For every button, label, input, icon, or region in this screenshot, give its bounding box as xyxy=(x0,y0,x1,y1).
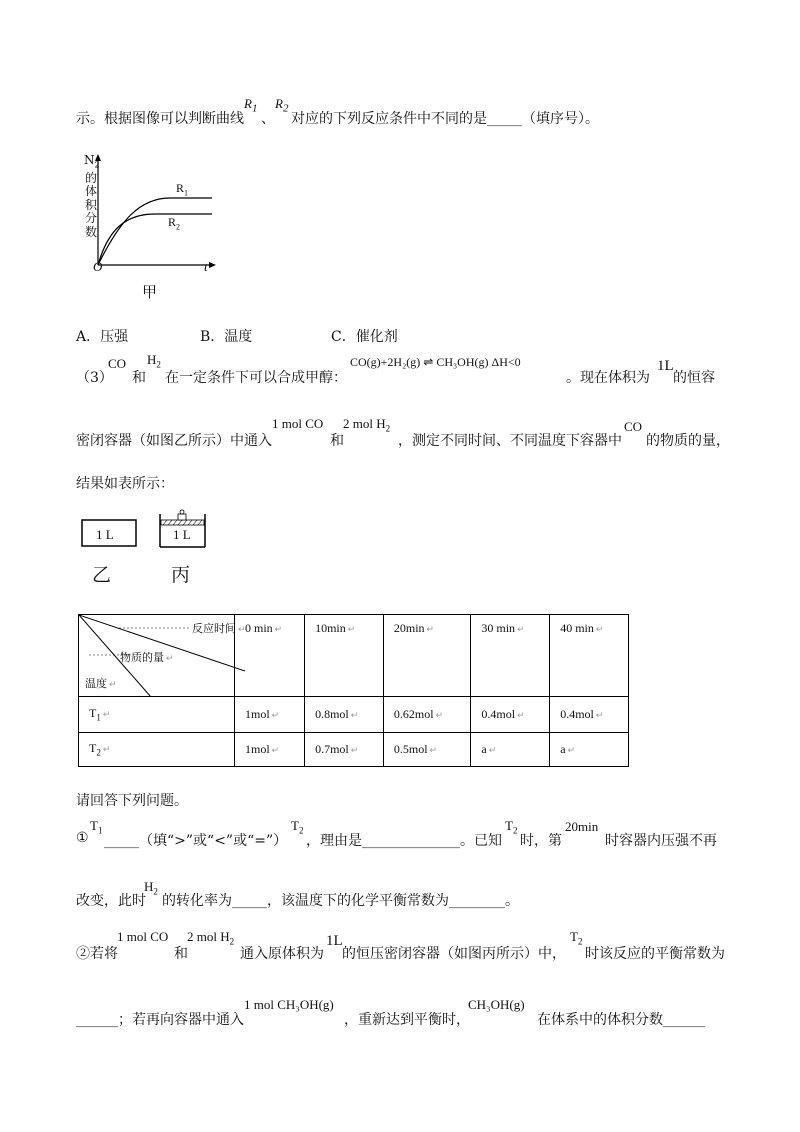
q3b-text1: 密闭容器（如图乙所示）中通入 xyxy=(76,433,272,449)
q3b-amount-h2: 2 mol $H_2$ xyxy=(343,416,391,434)
q3-co: CO xyxy=(108,356,127,371)
diag-amount-label: 物质的量 ↵ xyxy=(120,652,174,664)
option-a: A．压强 xyxy=(76,329,129,345)
p1-text2: ，理由是______________。已知 xyxy=(306,833,502,849)
container-bing-label: 1 L xyxy=(173,527,191,542)
header-cell: 0 min ↵ xyxy=(235,615,305,697)
p2-amount-co: 1 mol CO xyxy=(117,929,169,944)
diagonal-header-cell xyxy=(79,615,246,697)
y-axis-label: $N_2$ 的 体 积 分 数 xyxy=(84,153,100,239)
p2b-text3: 在体系中的体积分数______ xyxy=(537,1012,705,1028)
p2-text2: 的恒压密闭容器（如图丙所示）中， xyxy=(342,946,566,962)
container-bing-caption: 丙 xyxy=(171,564,191,586)
table-cell: 1mol ↵ xyxy=(235,733,305,767)
table-cell: 0.8mol ↵ xyxy=(305,697,384,733)
table-cell: 0.62mol ↵ xyxy=(383,697,471,733)
curve-r1 xyxy=(98,198,212,265)
container-yi-caption: 乙 xyxy=(92,564,112,586)
q3-number: （3） xyxy=(76,370,113,386)
table-cell: a ↵ xyxy=(471,733,550,767)
ask-text: 请回答下列问题。 xyxy=(76,793,188,809)
x-arrow-icon xyxy=(209,262,216,268)
p2-amount-h2: 2 mol $H_2$ xyxy=(187,929,235,947)
p2-and: 和 xyxy=(174,946,188,962)
p2b-species: CH₃OH(g) xyxy=(468,997,525,1012)
r1-symbol: $R_1$ xyxy=(244,96,258,115)
p1-circle: ① xyxy=(76,830,89,846)
p1-t2b: $T_2$ xyxy=(505,818,518,836)
q3-text1: 在一定条件下可以合成甲醇： xyxy=(165,370,347,386)
p1-t2: $T_2$ xyxy=(291,818,304,836)
table-cell: 0.5mol ↵ xyxy=(383,733,471,767)
q3-volume: 1L xyxy=(657,358,674,374)
x-axis-label: t xyxy=(204,259,208,274)
line-1-post: 对应的下列反应条件中不同的是_____（填序号）。 xyxy=(291,111,599,127)
origin-label: O xyxy=(93,259,103,274)
q3-and: 和 xyxy=(132,370,146,386)
line-1-pre: 示。根据图像可以判断曲线 xyxy=(76,111,244,127)
figure-jia-caption: 甲 xyxy=(142,283,158,301)
table-row xyxy=(79,733,629,767)
q3-text2: 。现在体积为 xyxy=(566,370,650,386)
q3-text3: 的恒容 xyxy=(673,370,715,386)
q3b-amount-co: 1 mol CO xyxy=(272,416,324,431)
table-row xyxy=(79,697,629,733)
p1-t1: $T_1$ xyxy=(90,818,103,836)
p1b-text2: 的转化率为_____，该温度下的化学平衡常数为________。 xyxy=(162,893,519,909)
p2-text3: 时该反应的平衡常数为 xyxy=(585,946,725,962)
p1b-text1: 改变，此时 xyxy=(76,893,146,909)
p1-min: 20min xyxy=(565,819,599,834)
diag-time-label: 反应时间 ↵ xyxy=(192,623,246,635)
q3b-and: 和 xyxy=(330,433,344,449)
piston-weight xyxy=(178,514,186,520)
p2b-amount: 1 mol CH₃OH(g) xyxy=(244,997,334,1012)
p1-text3: 时，第 xyxy=(520,833,562,849)
data-table xyxy=(78,614,629,767)
curve-r2 xyxy=(98,214,212,265)
p2b-text2: ，重新达到平衡时， xyxy=(344,1012,470,1028)
p2-t2: $T_2$ xyxy=(570,929,583,947)
option-b: B．温度 xyxy=(200,329,253,345)
table-header-row xyxy=(79,615,629,697)
table-cell: a ↵ xyxy=(550,733,629,767)
p1-text1: _____（填“>”或“<”或“=”） xyxy=(104,833,288,849)
p2-text1: 通入原体积为 xyxy=(240,946,324,962)
table-cell: 0.7mol ↵ xyxy=(305,733,384,767)
container-bing-piston xyxy=(161,520,204,525)
table-cell: 0.4mol ↵ xyxy=(550,697,629,733)
p1-text4: 时容器内压强不再 xyxy=(605,833,717,849)
diag-temp-label: 温度 ↵ xyxy=(85,678,117,690)
r2-symbol: $R_2$ xyxy=(275,96,289,115)
header-cell: 40 min ↵ xyxy=(550,615,629,697)
row-label: $T_1$ ↵ xyxy=(79,697,235,733)
p2-volume: 1L xyxy=(326,933,343,949)
p2b-text1: ______；若再向容器中通入 xyxy=(76,1012,244,1028)
p2-circle: ②若将 xyxy=(76,946,118,962)
figure-jia xyxy=(80,150,230,300)
header-cell: 20min ↵ xyxy=(383,615,471,697)
line-1-sep: 、 xyxy=(261,111,275,127)
header-cell: 30 min ↵ xyxy=(471,615,550,697)
q3-h2: $H_2$ xyxy=(147,352,161,370)
line-1-text xyxy=(76,108,244,128)
curve-r2-label: $R_2$ xyxy=(168,215,181,232)
q3b-text2: ，测定不同时间、不同温度下容器中 xyxy=(398,433,622,449)
row-label: $T_2$ ↵ xyxy=(79,733,235,767)
q3c-text: 结果如表所示： xyxy=(76,476,174,492)
piston-knob xyxy=(180,510,184,514)
curve-r1-label: $R_1$ xyxy=(176,181,189,198)
p1b-h2: $H_2$ xyxy=(144,879,158,897)
table-cell: 1mol ↵ xyxy=(235,697,305,733)
option-c: C．催化剂 xyxy=(331,329,398,345)
q3-equation: CO(g)+2H₂(g) ⇌ CH₃OH(g) ΔH<0 xyxy=(350,355,521,369)
header-cell: 10min ↵ xyxy=(305,615,384,697)
container-yi-label: 1 L xyxy=(96,527,114,542)
table-cell: 0.4mol ↵ xyxy=(471,697,550,733)
q3b-text3: 的物质的量， xyxy=(646,433,730,449)
q3b-co: CO xyxy=(624,419,643,434)
